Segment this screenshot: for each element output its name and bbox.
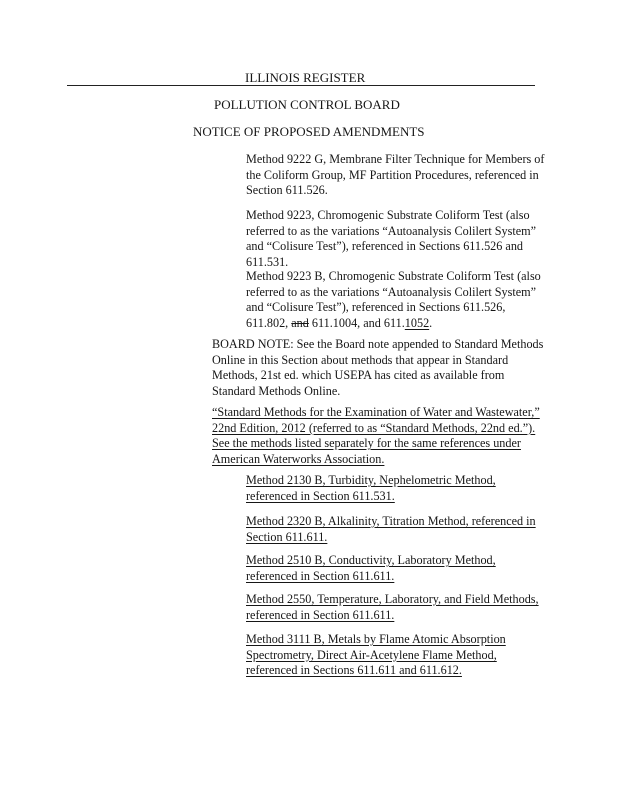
struck-text: and (291, 315, 309, 330)
register-title: ILLINOIS REGISTER (245, 70, 366, 85)
board-title: POLLUTION CONTROL BOARD (214, 97, 400, 112)
method-2320b-text: Method 2320 B, Alkalinity, Titration Method, referenced in Section 611.611. (246, 514, 536, 544)
method-9222g: Method 9222 G, Membrane Filter Technique for Members of the Coliform Group, MF Partition Procedures, referenced in Section 611.526. (246, 152, 545, 197)
standard-methods-22nd-entry (212, 405, 546, 467)
method-3111b-text: Method 3111 B, Metals by Flame Atomic Absorption Spectrometry, Direct Air-Acetylene Flame Method, referenced in Sections 611.611 and 611.612. (246, 632, 506, 677)
method-2550-text: Method 2550, Temperature, Laboratory, and Field Methods, referenced in Section 611.611. (246, 592, 539, 622)
method-2130b-text: Method 2130 B, Turbidity, Nephelometric Method, referenced in Section 611.531. (246, 473, 496, 503)
method-2510b (246, 553, 546, 584)
method-9223b (246, 269, 546, 331)
method-2320b (246, 514, 546, 545)
method-9223b-end: . (429, 315, 433, 330)
method-2550 (246, 592, 546, 623)
method-3111b (246, 632, 546, 679)
method-2510b-text: Method 2510 B, Conductivity, Laboratory Method, referenced in Section 611.611. (246, 553, 496, 583)
standard-methods-22nd-text: “Standard Methods for the Examination of Water and Wastewater,” 22nd Edition, 2012 (referred to as “Standard Methods, 22nd ed.”). See the methods listed separately for the same references under American Waterworks Association. (212, 405, 540, 466)
method-9223: Method 9223, Chromogenic Substrate Coliform Test (also referred to as the variations “Autoanalysis Colilert System” and “Colisure Test”), referenced in Sections 611.526 and 611.531. (246, 208, 537, 269)
method-9223b-sections: 611.1004, and 611. (308, 315, 405, 330)
inserted-text: 1052 (404, 315, 430, 330)
board-note: BOARD NOTE: See the Board note appended to Standard Methods Online in this Section about methods that appear in Standard Methods, 21st ed. which USEPA has cited as available from Standard Methods Online. (212, 337, 544, 398)
method-9223b-text: Method 9223 B, Chromogenic Substrate Coliform Test (also referred to as the variations “Autoanalysis Colilert System” and “Colisure Test”), referenced in Sections 611.526, 611.802, (246, 269, 541, 330)
notice-title: NOTICE OF PROPOSED AMENDMENTS (193, 124, 425, 139)
method-2130b (246, 473, 546, 504)
